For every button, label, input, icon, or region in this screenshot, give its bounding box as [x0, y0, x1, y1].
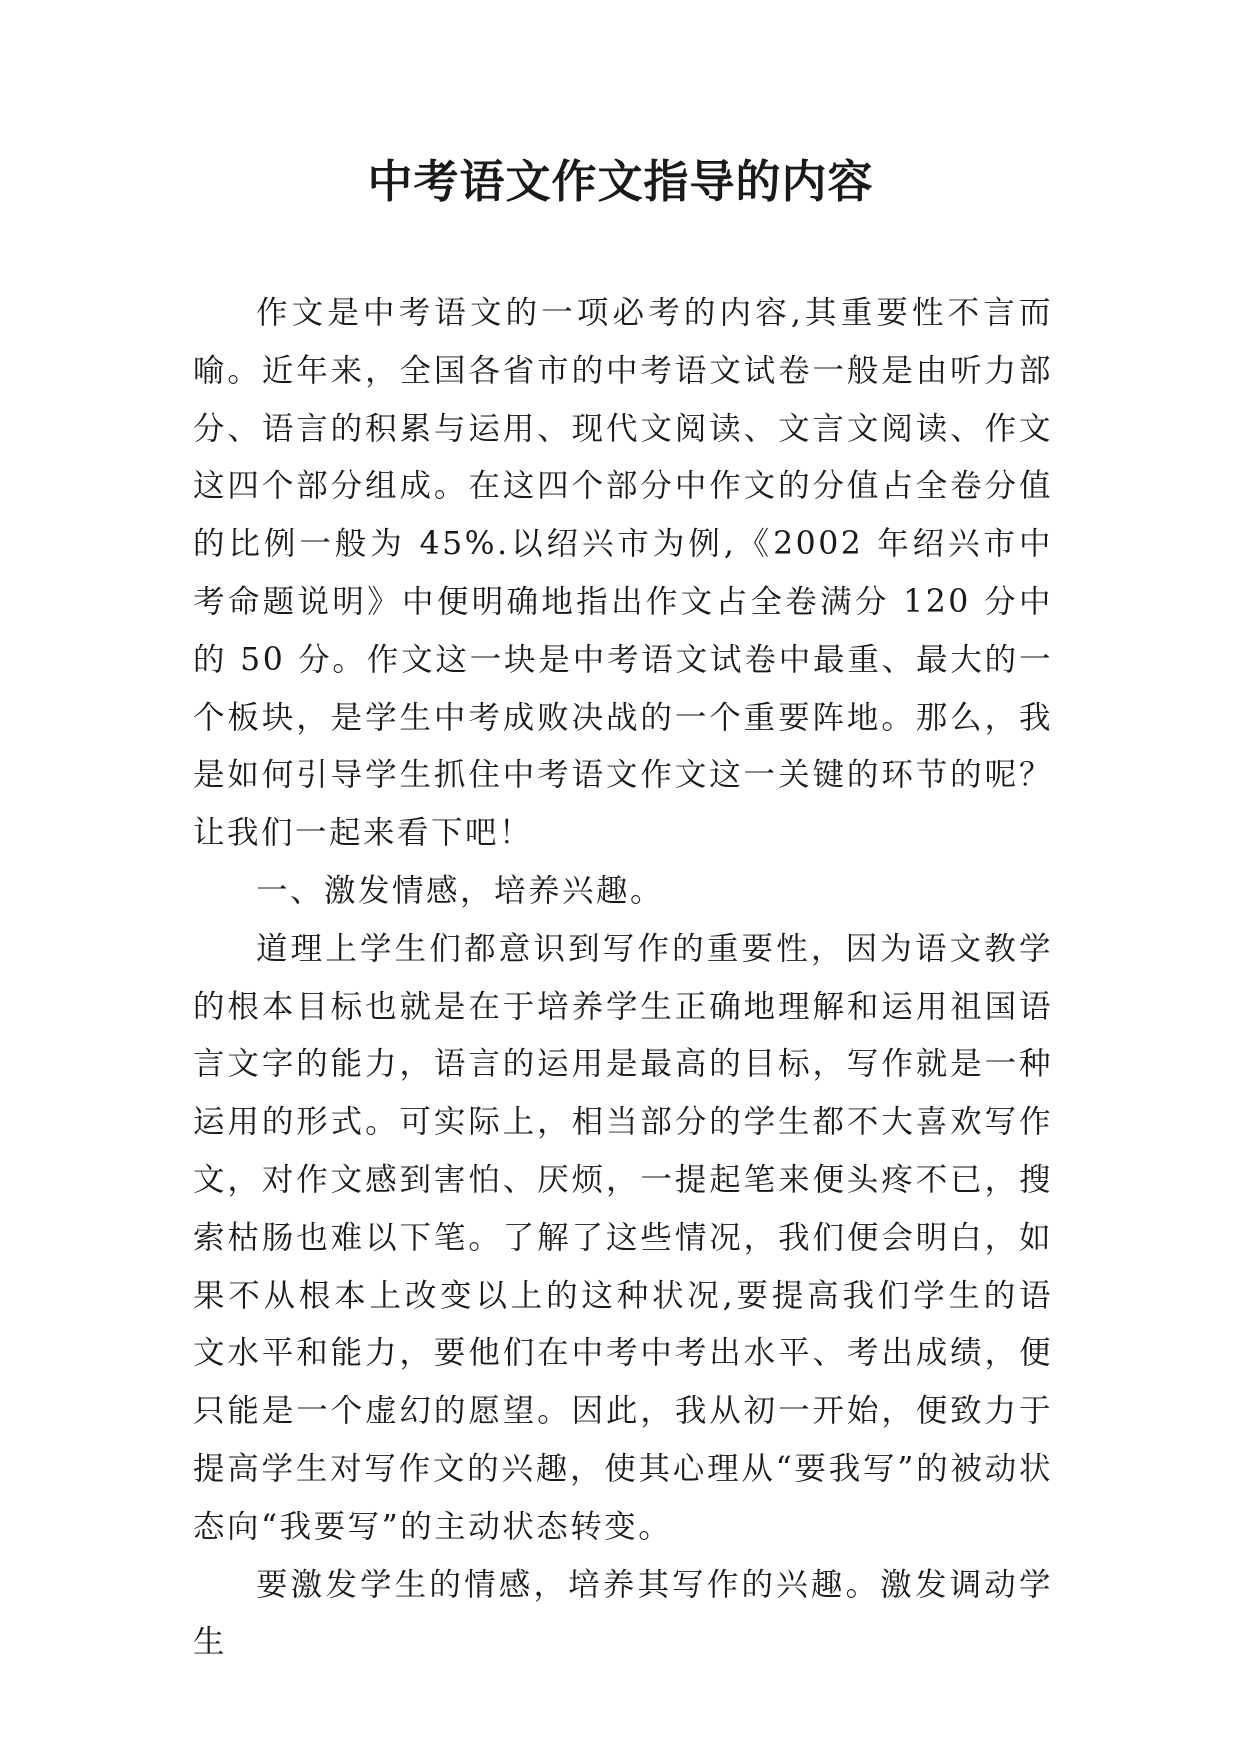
document-title: 中考语文作文指导的内容 — [367, 155, 874, 208]
paragraph-continued: 要激发学生的情感，培养其写作的兴趣。激发调动学生 — [193, 1566, 1053, 1661]
document-body — [193, 285, 1053, 1672]
paragraph-intro: 作文是中考语文的一项必考的内容,其重要性不言而喻。近年来，全国各省市的中考语文试卷一般是由听力部分、语言的积累与运用、现代文阅读、文言文阅读、作文这四个部分组成。在这四个部分中作文的分值占全卷分值的比例一般为 45%.以绍兴市为例,《2002 年绍兴市中考命题说明》中便明确地指出作文占全卷满分 120 分中的 50 分。作文这一块是中考语文试卷中最重、最大的一个板块，是学生中考成败决战的一个重要阵地。那么，我是如何引导学生抓住中考语文作文这一关键的环节的呢？让我们一起来看下吧！ — [193, 295, 1053, 852]
paragraph-section-1: 道理上学生们都意识到写作的重要性，因为语文教学的根本目标也就是在于培养学生正确地理解和运用祖国语言文字的能力，语言的运用是最高的目标，写作就是一种运用的形式。可实际上，相当部分的学生都不大喜欢写作文，对作文感到害怕、厌烦，一提起笔来便头疼不已，搜索枯肠也难以下笔。了解了这些情况，我们便会明白，如果不从根本上改变以上的这种状况,要提高我们学生的语文水平和能力，要他们在中考中考出水平、考出成绩，便只能是一个虚幻的愿望。因此，我从初一开始，便致力于提高学生对写作文的兴趣，使其心理从“要我写”的被动状态向“我要写”的主动状态转变。 — [193, 930, 1053, 1545]
section-heading-1: 一、激发情感，培养兴趣。 — [256, 872, 665, 909]
